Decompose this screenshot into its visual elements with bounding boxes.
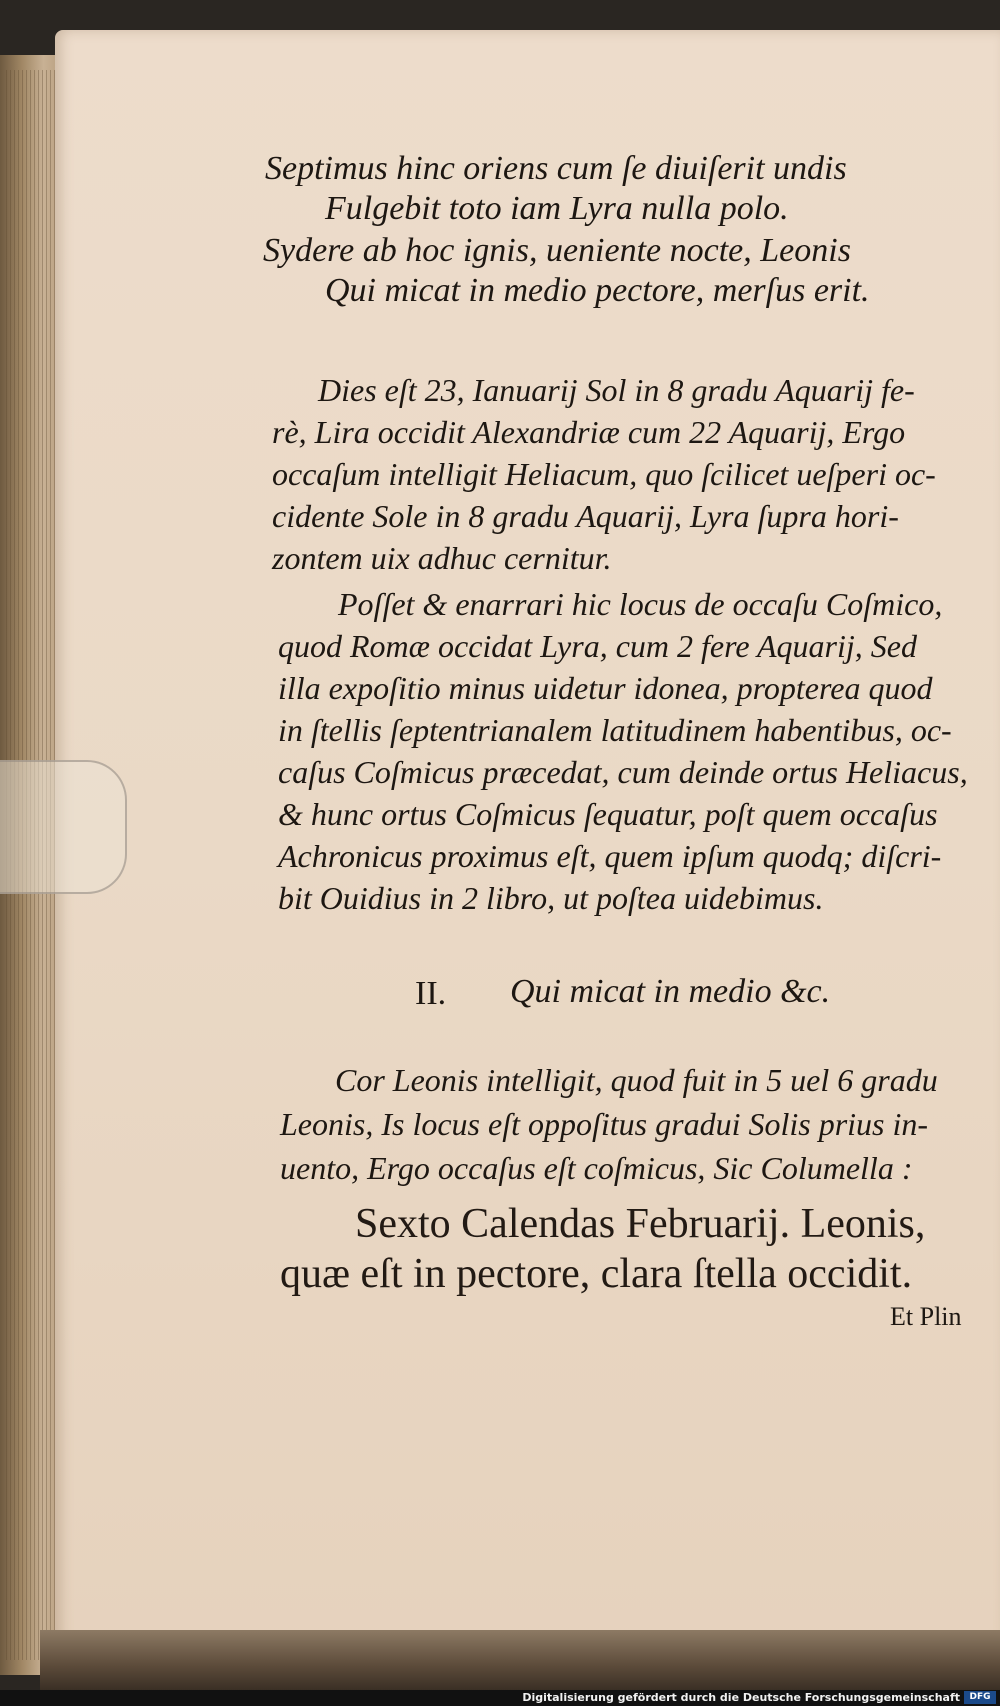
para3-line-2: Leonis, Is locus eſt oppoſitus gradui Solis prius in- (280, 1106, 929, 1142)
para1-line-3: occaſum intelligit Heliacum, quo ſcilicet ueſperi oc- (272, 456, 936, 492)
para3-line-3: uento, Ergo occaſus eſt coſmicus, Sic Columella : (280, 1150, 913, 1186)
funding-credit: Digitalisierung gefördert durch die Deutsche Forschungsgemeinschaft (522, 1691, 960, 1704)
section-number: II. (415, 975, 447, 1012)
para1-line-2: rè, Lira occidit Alexandriæ cum 22 Aquarij, Ergo (272, 414, 906, 450)
para2-line-6: & hunc ortus Coſmicus ſequatur, poſt quem occaſus (278, 796, 938, 832)
para2-line-8: bit Ouidius in 2 libro, ut poſtea uidebimus. (278, 880, 824, 916)
clip-marker (0, 760, 127, 894)
para2-line-1: Poſſet & enarrari hic locus de occaſu Coſmico, (338, 586, 943, 622)
para2-line-3: illa expoſitio minus uidetur idonea, propterea quod (278, 670, 933, 706)
section-title: Qui micat in medio &c. (510, 973, 831, 1010)
verse-line-1: Septimus hinc oriens cum ſe diuiſerit undis (265, 150, 847, 187)
quote-line-2: quæ eſt in pectore, clara ſtella occidit. (280, 1251, 913, 1297)
para3-line-1: Cor Leonis intelligit, quod fuit in 5 uel 6 gradu (335, 1062, 938, 1098)
para2-line-4: in ſtellis ſeptentrianalem latitudinem habentibus, oc- (278, 712, 952, 748)
verse-line-3: Sydere ab hoc ignis, ueniente nocte, Leonis (263, 232, 851, 269)
catchword: Et Plin (890, 1302, 962, 1331)
para1-line-4: cidente Sole in 8 gradu Aquarij, Lyra ſupra hori- (272, 498, 899, 534)
quote-line-1: Sexto Calendas Februarij. Leonis, (355, 1201, 926, 1247)
dfg-logo: DFG (964, 1691, 996, 1704)
para2-line-2: quod Romæ occidat Lyra, cum 2 fere Aquarij, Sed (278, 628, 917, 664)
page-bottom-edge (40, 1630, 1000, 1690)
para1-line-1: Dies eſt 23, Ianuarij Sol in 8 gradu Aquarij fe- (318, 372, 915, 408)
verse-line-4: Qui micat in medio pectore, merſus erit. (325, 272, 870, 309)
verse-line-2: Fulgebit toto iam Lyra nulla polo. (325, 190, 789, 227)
para2-line-7: Achronicus proximus eſt, quem ipſum quodq; diſcri- (278, 838, 942, 874)
para2-line-5: caſus Coſmicus præcedat, cum deinde ortus Heliacus, (278, 754, 968, 790)
para1-line-5: zontem uix adhuc cernitur. (272, 540, 612, 576)
